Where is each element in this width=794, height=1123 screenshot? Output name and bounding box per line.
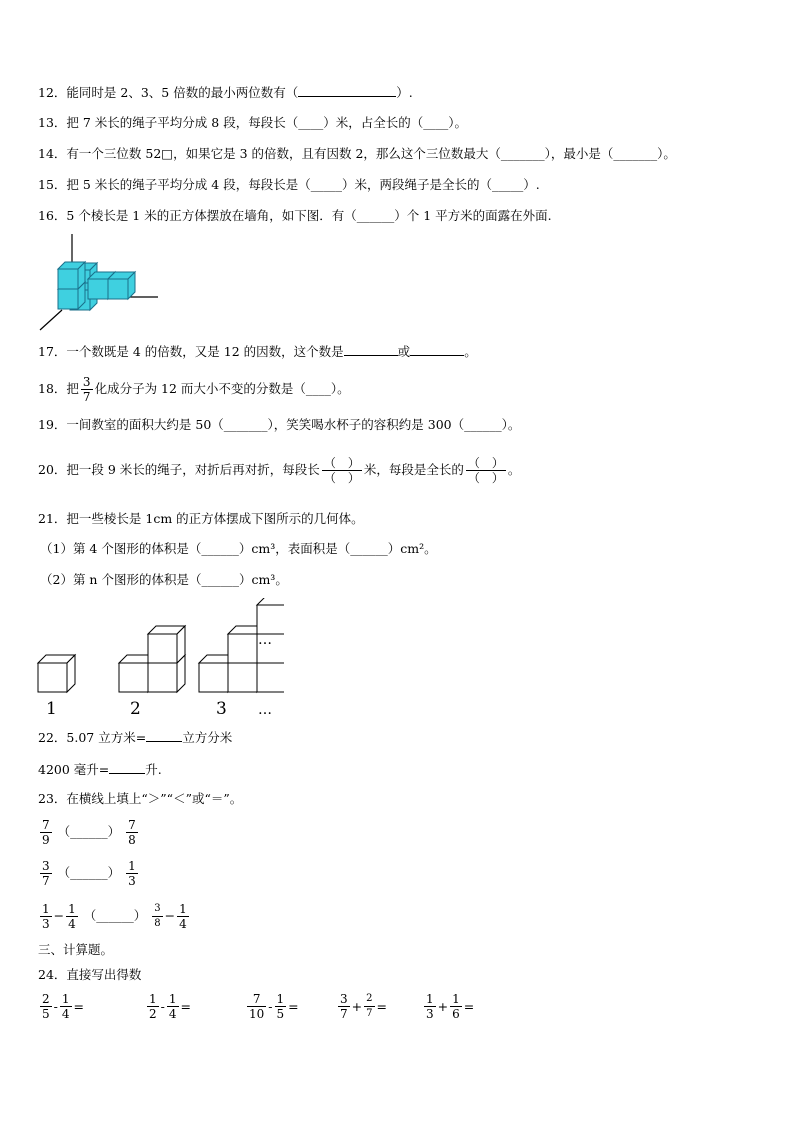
- question-21: 21．把一些棱长是 1cm 的正方体摆成下图所示的几何体。: [38, 511, 364, 526]
- question-15: 15．把 5 米长的绳子平均分成 4 段，每段长是（_____）米，两段绳子是全长的（_____）.: [38, 177, 540, 192]
- answer-blank[interactable]: =: [180, 999, 191, 1014]
- question-17: 17．一个数既是 4 的倍数，又是 12 的因数，这个数是 或 。: [38, 344, 477, 359]
- calc-item-4: $\frac{3}{7}$ + $\frac{2}{7}$ =: [340, 992, 387, 1021]
- question-14: 14．有一个三位数 52□，如果它是 3 的倍数，且有因数 2，那么这个三位数最大（_______），最小是（_______）。: [38, 146, 676, 161]
- question-20: 20．把一段 9 米长的绳子，对折后再对折，每段长 $\frac{( )}{( )}$ 米，每段是全长的 $\frac{( )}{( )}$ 。: [38, 456, 521, 485]
- ellipsis: …: [258, 632, 272, 648]
- compare-blank[interactable]: （______）: [83, 908, 147, 923]
- calc-item-1: $\frac{2}{5}$ - $\frac{1}{4}$ =: [42, 992, 84, 1021]
- answer-blank[interactable]: =: [463, 999, 475, 1014]
- compare-blank[interactable]: （______）: [57, 865, 121, 880]
- question-23: 23．在横线上填上“＞”“＜”或“＝”。: [38, 791, 243, 806]
- fraction: $\frac{3}{7}$: [82, 375, 91, 404]
- question-24: 24．直接写出得数: [38, 967, 142, 982]
- question-18: 18．把 $\frac{3}{7}$ 化成分子为 12 而大小不变的分数是（____）。: [38, 375, 350, 404]
- answer-blank[interactable]: =: [288, 999, 299, 1014]
- answer-blank[interactable]: =: [376, 999, 387, 1014]
- figure-label: 1: [46, 699, 57, 719]
- cube: [38, 655, 75, 692]
- calc-item-2: $\frac{1}{2}$ - $\frac{1}{4}$ =: [149, 992, 191, 1021]
- question-16: 16．5 个棱长是 1 米的正方体摆放在墙角，如下图．有（______）个 1 平方米的面露在外面.: [38, 208, 552, 223]
- ellipsis: …: [258, 702, 272, 718]
- calc-item-5: $\frac{1}{3}$ + $\frac{1}{6}$ =: [426, 992, 475, 1021]
- question-13: 13．把 7 米长的绳子平均分成 8 段，每段长（____）米，占全长的（____）。: [38, 115, 467, 130]
- fraction-blank[interactable]: $\frac{( )}{( )}$: [467, 456, 504, 485]
- figure-label: 2: [130, 699, 141, 719]
- compare-row-3: $\frac{1}{3}$ − $\frac{1}{4}$ （______） $\frac{3}{8}$ − $\frac{1}{4}$: [42, 902, 187, 931]
- question-21-part-1: （1）第 4 个图形的体积是（______）cm³，表面积是（______）cm²。: [40, 541, 437, 556]
- cube: [148, 626, 185, 663]
- figure-label: 3: [216, 699, 227, 719]
- cube: [257, 598, 284, 634]
- stacked-cubes-figure: [34, 598, 284, 720]
- answer-blank[interactable]: =: [73, 999, 84, 1014]
- question-19: 19．一间教室的面积大约是 50（_______），笑笑喝水杯子的容积约是 300（______）。: [38, 417, 521, 432]
- cube: [58, 262, 85, 289]
- question-21-part-2: （2）第 n 个图形的体积是（______）cm³。: [40, 572, 288, 587]
- section-heading: 三、计算题。: [38, 942, 114, 957]
- fraction-blank[interactable]: $\frac{( )}{( )}$: [323, 456, 360, 485]
- question-12: 12．能同时是 2、3、5 倍数的最小两位数有（ ）.: [38, 85, 413, 100]
- cube: [108, 272, 135, 299]
- answer-blank[interactable]: [109, 761, 145, 774]
- corner-cubes-figure: [36, 232, 161, 332]
- answer-blank[interactable]: [298, 84, 396, 97]
- compare-row-1: $\frac{7}{9}$ （______） $\frac{7}{8}$: [42, 818, 136, 847]
- compare-row-2: $\frac{3}{7}$ （______） $\frac{1}{3}$: [42, 859, 136, 888]
- answer-blank[interactable]: [344, 343, 398, 356]
- answer-blank[interactable]: [146, 729, 182, 742]
- answer-blank[interactable]: [410, 343, 464, 356]
- question-22-line-2: 4200 毫升= 升.: [38, 762, 162, 777]
- compare-blank[interactable]: （______）: [57, 824, 121, 839]
- question-22: 22．5.07 立方米= 立方分米: [38, 730, 233, 745]
- calc-item-3: $\frac{7}{10}$ - $\frac{1}{5}$ =: [249, 992, 299, 1021]
